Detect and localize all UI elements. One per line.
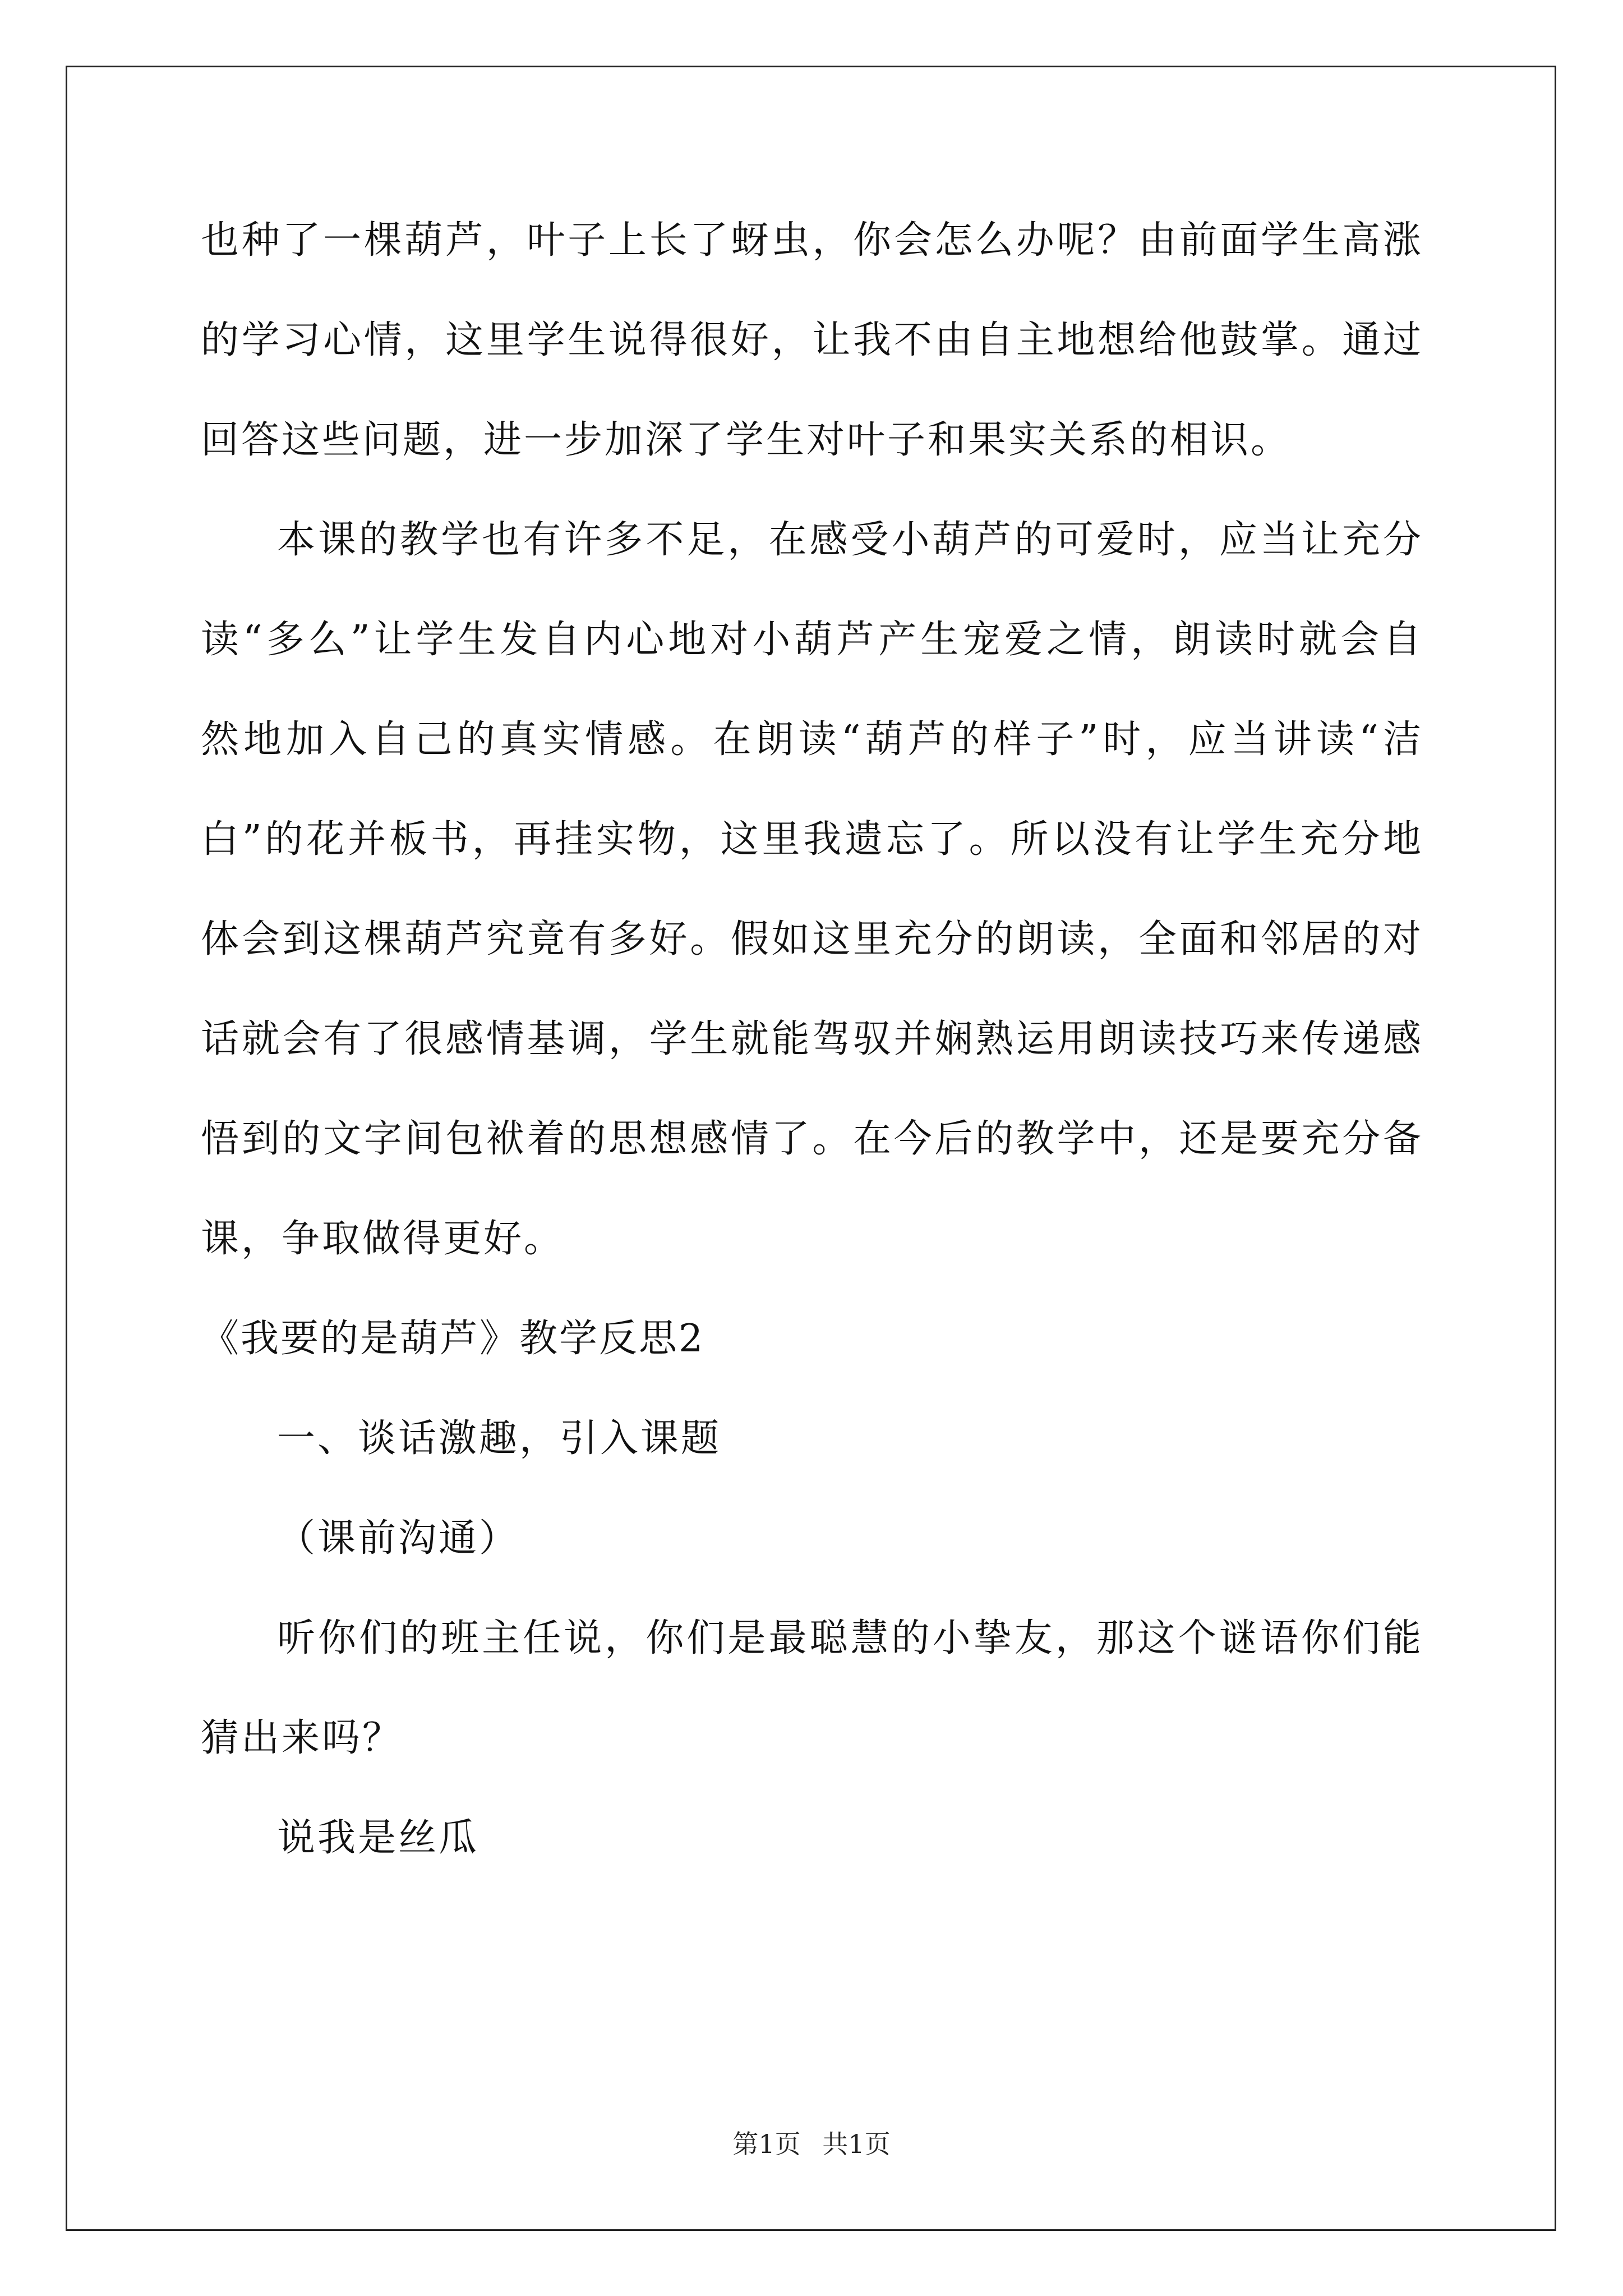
page-footer bbox=[0, 2131, 1623, 2157]
paragraph-line: 然地加入自己的真实情感。在朗读“葫芦的样子”时，应当讲读“洁 bbox=[201, 717, 1423, 762]
paragraph-line: 话就会有了很感情基调，学生就能驾驭并娴熟运用朗读技巧来传递感 bbox=[201, 1017, 1423, 1061]
paragraph-line: 悟到的文字间包袱着的思想感情了。在今后的教学中，还是要充分备 bbox=[201, 1117, 1423, 1161]
section-title: 《我要的是葫芦》教学反思2 bbox=[201, 1317, 705, 1361]
subheading: 一、谈话激趣，引入课题 bbox=[277, 1416, 722, 1461]
paragraph-line: 猜出来吗？ bbox=[201, 1716, 403, 1760]
page-total: 共1页 bbox=[822, 2129, 891, 2159]
paragraph-line: 读“多么”让学生发自内心地对小葫芦产生宠爱之情，朗读时就会自 bbox=[201, 618, 1423, 662]
paragraph-line: 课，争取做得更好。 bbox=[201, 1217, 565, 1261]
paragraph-line: 回答这些问题，进一步加深了学生对叶子和果实关系的相识。 bbox=[201, 418, 1292, 462]
paragraph-line: 说我是丝瓜 bbox=[277, 1816, 479, 1860]
paragraph-line: 本课的教学也有许多不足，在感受小葫芦的可爱时，应当让充分 bbox=[277, 518, 1423, 562]
subheading-note: （课前沟通） bbox=[277, 1516, 520, 1561]
paragraph-line: 白”的花并板书，再挂实物，这里我遗忘了。所以没有让学生充分地 bbox=[201, 817, 1423, 862]
paragraph-line: 也种了一棵葫芦，叶子上长了蚜虫，你会怎么办呢？由前面学生高涨 bbox=[201, 218, 1423, 263]
document-body bbox=[201, 218, 1423, 1919]
paragraph-line: 体会到这棵葫芦究竟有多好。假如这里充分的朗读，全面和邻居的对 bbox=[201, 917, 1423, 961]
page-number: 第1页 bbox=[732, 2129, 801, 2159]
paragraph-line: 听你们的班主任说，你们是最聪慧的小挚友，那这个谜语你们能 bbox=[277, 1616, 1423, 1660]
paragraph-line: 的学习心情，这里学生说得很好，让我不由自主地想给他鼓掌。通过 bbox=[201, 318, 1423, 362]
